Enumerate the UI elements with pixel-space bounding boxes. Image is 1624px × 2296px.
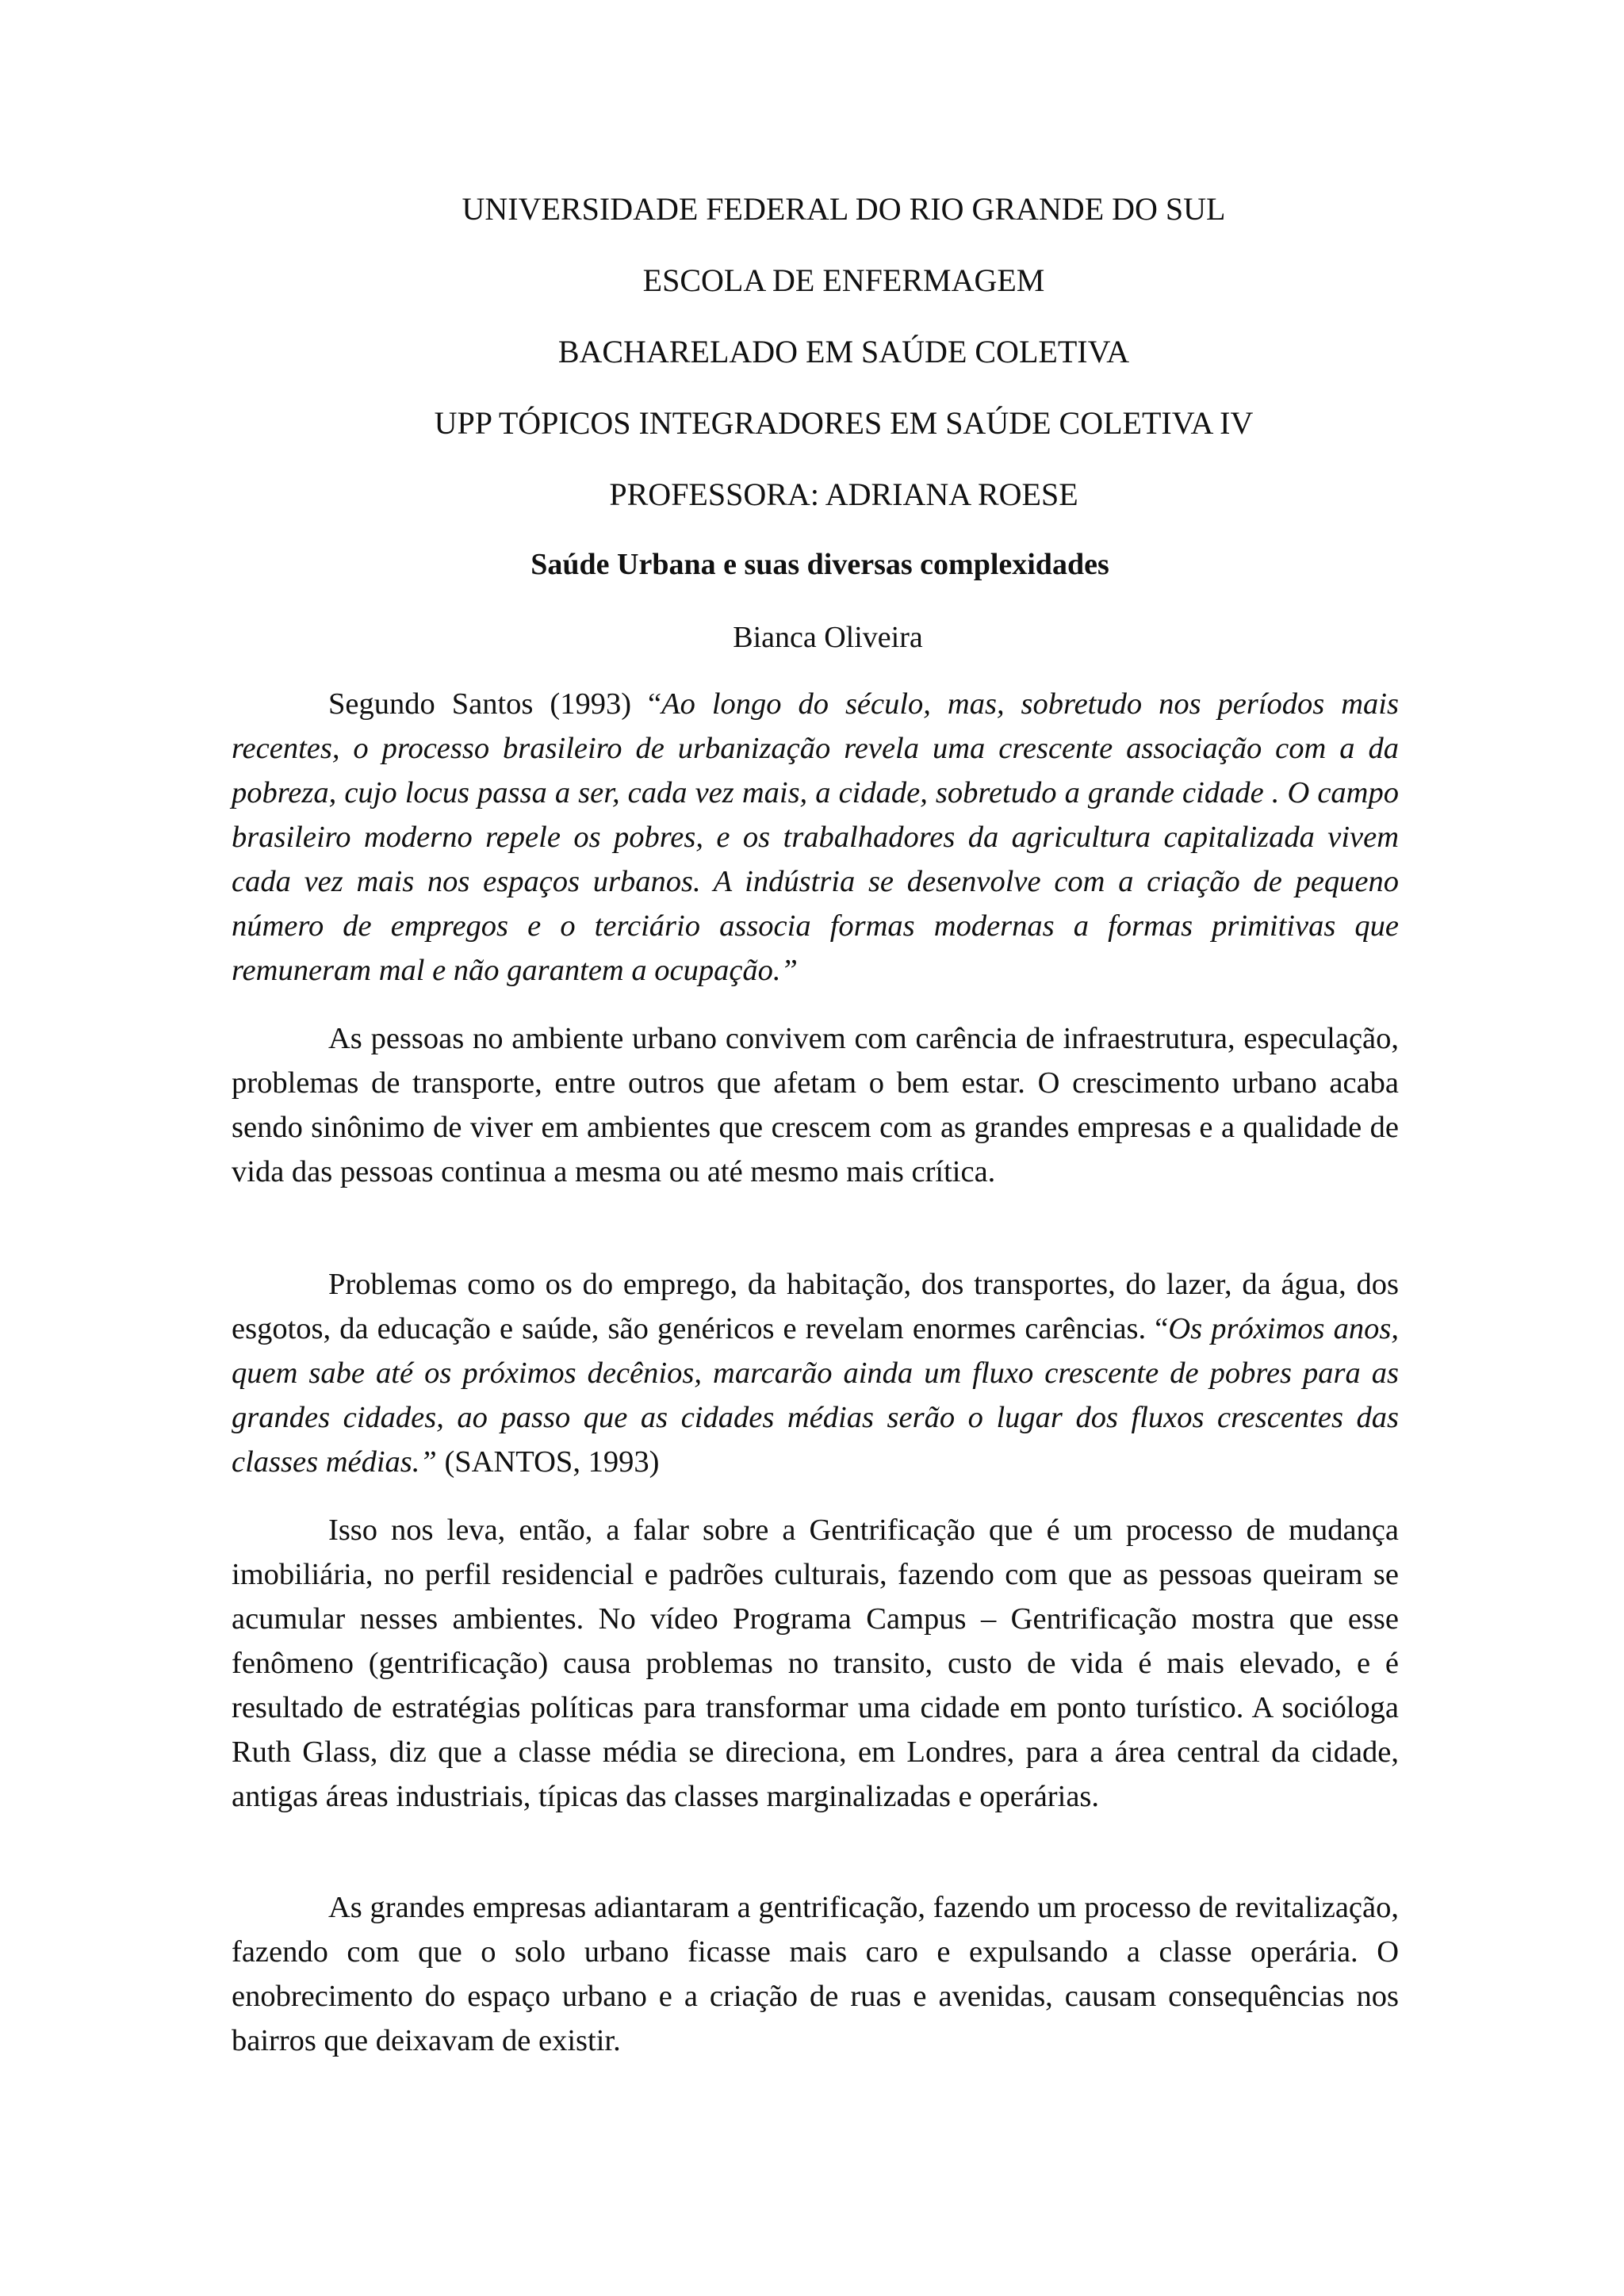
- paragraph-2-text: As pessoas no ambiente urbano convivem com carência de infraestrutura, especulação, problemas de transporte, entre outros que afetam o bem estar. O crescimento urbano acaba sendo sinônimo de viver em ambientes que crescem com as grandes empresas e a qualidade de vida das pessoas continua a mesma ou até mesmo mais crítica.: [232, 1022, 1399, 1188]
- course-name: BACHARELADO EM SAÚDE COLETIVA: [557, 334, 1130, 369]
- paragraph-3-quote: Os próximos anos, quem sabe até os próximos decênios, marcarão ainda um fluxo crescente de pobres para as grandes cidades, ao passo que as cidades médias serão o lugar dos fluxos crescentes das classes médias.”: [232, 1312, 1399, 1479]
- paragraph-3: [232, 1262, 1399, 1484]
- paragraph-1-quote: Ao longo do século, mas, sobretudo nos períodos mais recentes, o processo brasileiro de urbanização revela uma crescente associação com a da pobreza, cujo locus passa a ser, cada vez mais, a cidade, sobretudo a grande cidade . O campo brasileiro moderno repele os pobres, e os trabalhadores da agricultura capitalizada vivem cada vez mais nos espaços urbanos. A indústria se desenvolve com a criação de pequeno número de empregos e o terciário associa formas modernas a formas primitivas que remuneram mal e não garantem a ocupação.”: [232, 687, 1399, 987]
- paragraph-4-text: Isso nos leva, então, a falar sobre a Gentrificação que é um processo de mudança imobiliária, no perfil residencial e padrões culturais, fazendo com que as pessoas queiram se acumular nesses ambientes. No vídeo Programa Campus – Gentrificação mostra que esse fenômeno (gentrificação) causa problemas no transito, custo de vida é mais elevado, e é resultado de estratégias políticas para transformar uma cidade em ponto turístico. A socióloga Ruth Glass, diz que a classe média se direciona, em Londres, para a área central da cidade, antigas áreas industriais, típicas das classes marginalizadas e operárias.: [232, 1513, 1399, 1813]
- paragraph-3-lead: Problemas como os do emprego, da habitação, dos transportes, do lazer, da água, dos esgotos, da educação e saúde, são genéricos e revelam enormes carências. “: [232, 1268, 1399, 1345]
- paragraph-1: [232, 682, 1399, 993]
- discipline-name: UPP TÓPICOS INTEGRADORES EM SAÚDE COLETIVA IV: [434, 405, 1254, 441]
- paragraph-5-text: As grandes empresas adiantaram a gentrificação, fazendo um processo de revitalização, fazendo com que o solo urbano ficasse mais caro e expulsando a classe operária. O enobrecimento do espaço urbano e a criação de ruas e avenidas, causam consequências nos bairros que deixavam de existir.: [232, 1891, 1399, 2057]
- paragraph-5: [232, 1885, 1399, 2063]
- paragraph-1-lead: Segundo Santos (1993) “: [328, 687, 662, 721]
- paragraph-4: [232, 1508, 1399, 1819]
- document-author: Bianca Oliveira: [733, 621, 923, 654]
- paragraph-3-citation: (SANTOS, 1993): [436, 1445, 660, 1479]
- document-title: Saúde Urbana e suas diversas complexidades: [530, 548, 1109, 581]
- paragraph-2: [232, 1016, 1399, 1194]
- professor-name: PROFESSORA: ADRIANA ROESE: [609, 476, 1078, 512]
- university-name: UNIVERSIDADE FEDERAL DO RIO GRANDE DO SUL: [462, 191, 1226, 227]
- school-name: ESCOLA DE ENFERMAGEM: [642, 262, 1045, 298]
